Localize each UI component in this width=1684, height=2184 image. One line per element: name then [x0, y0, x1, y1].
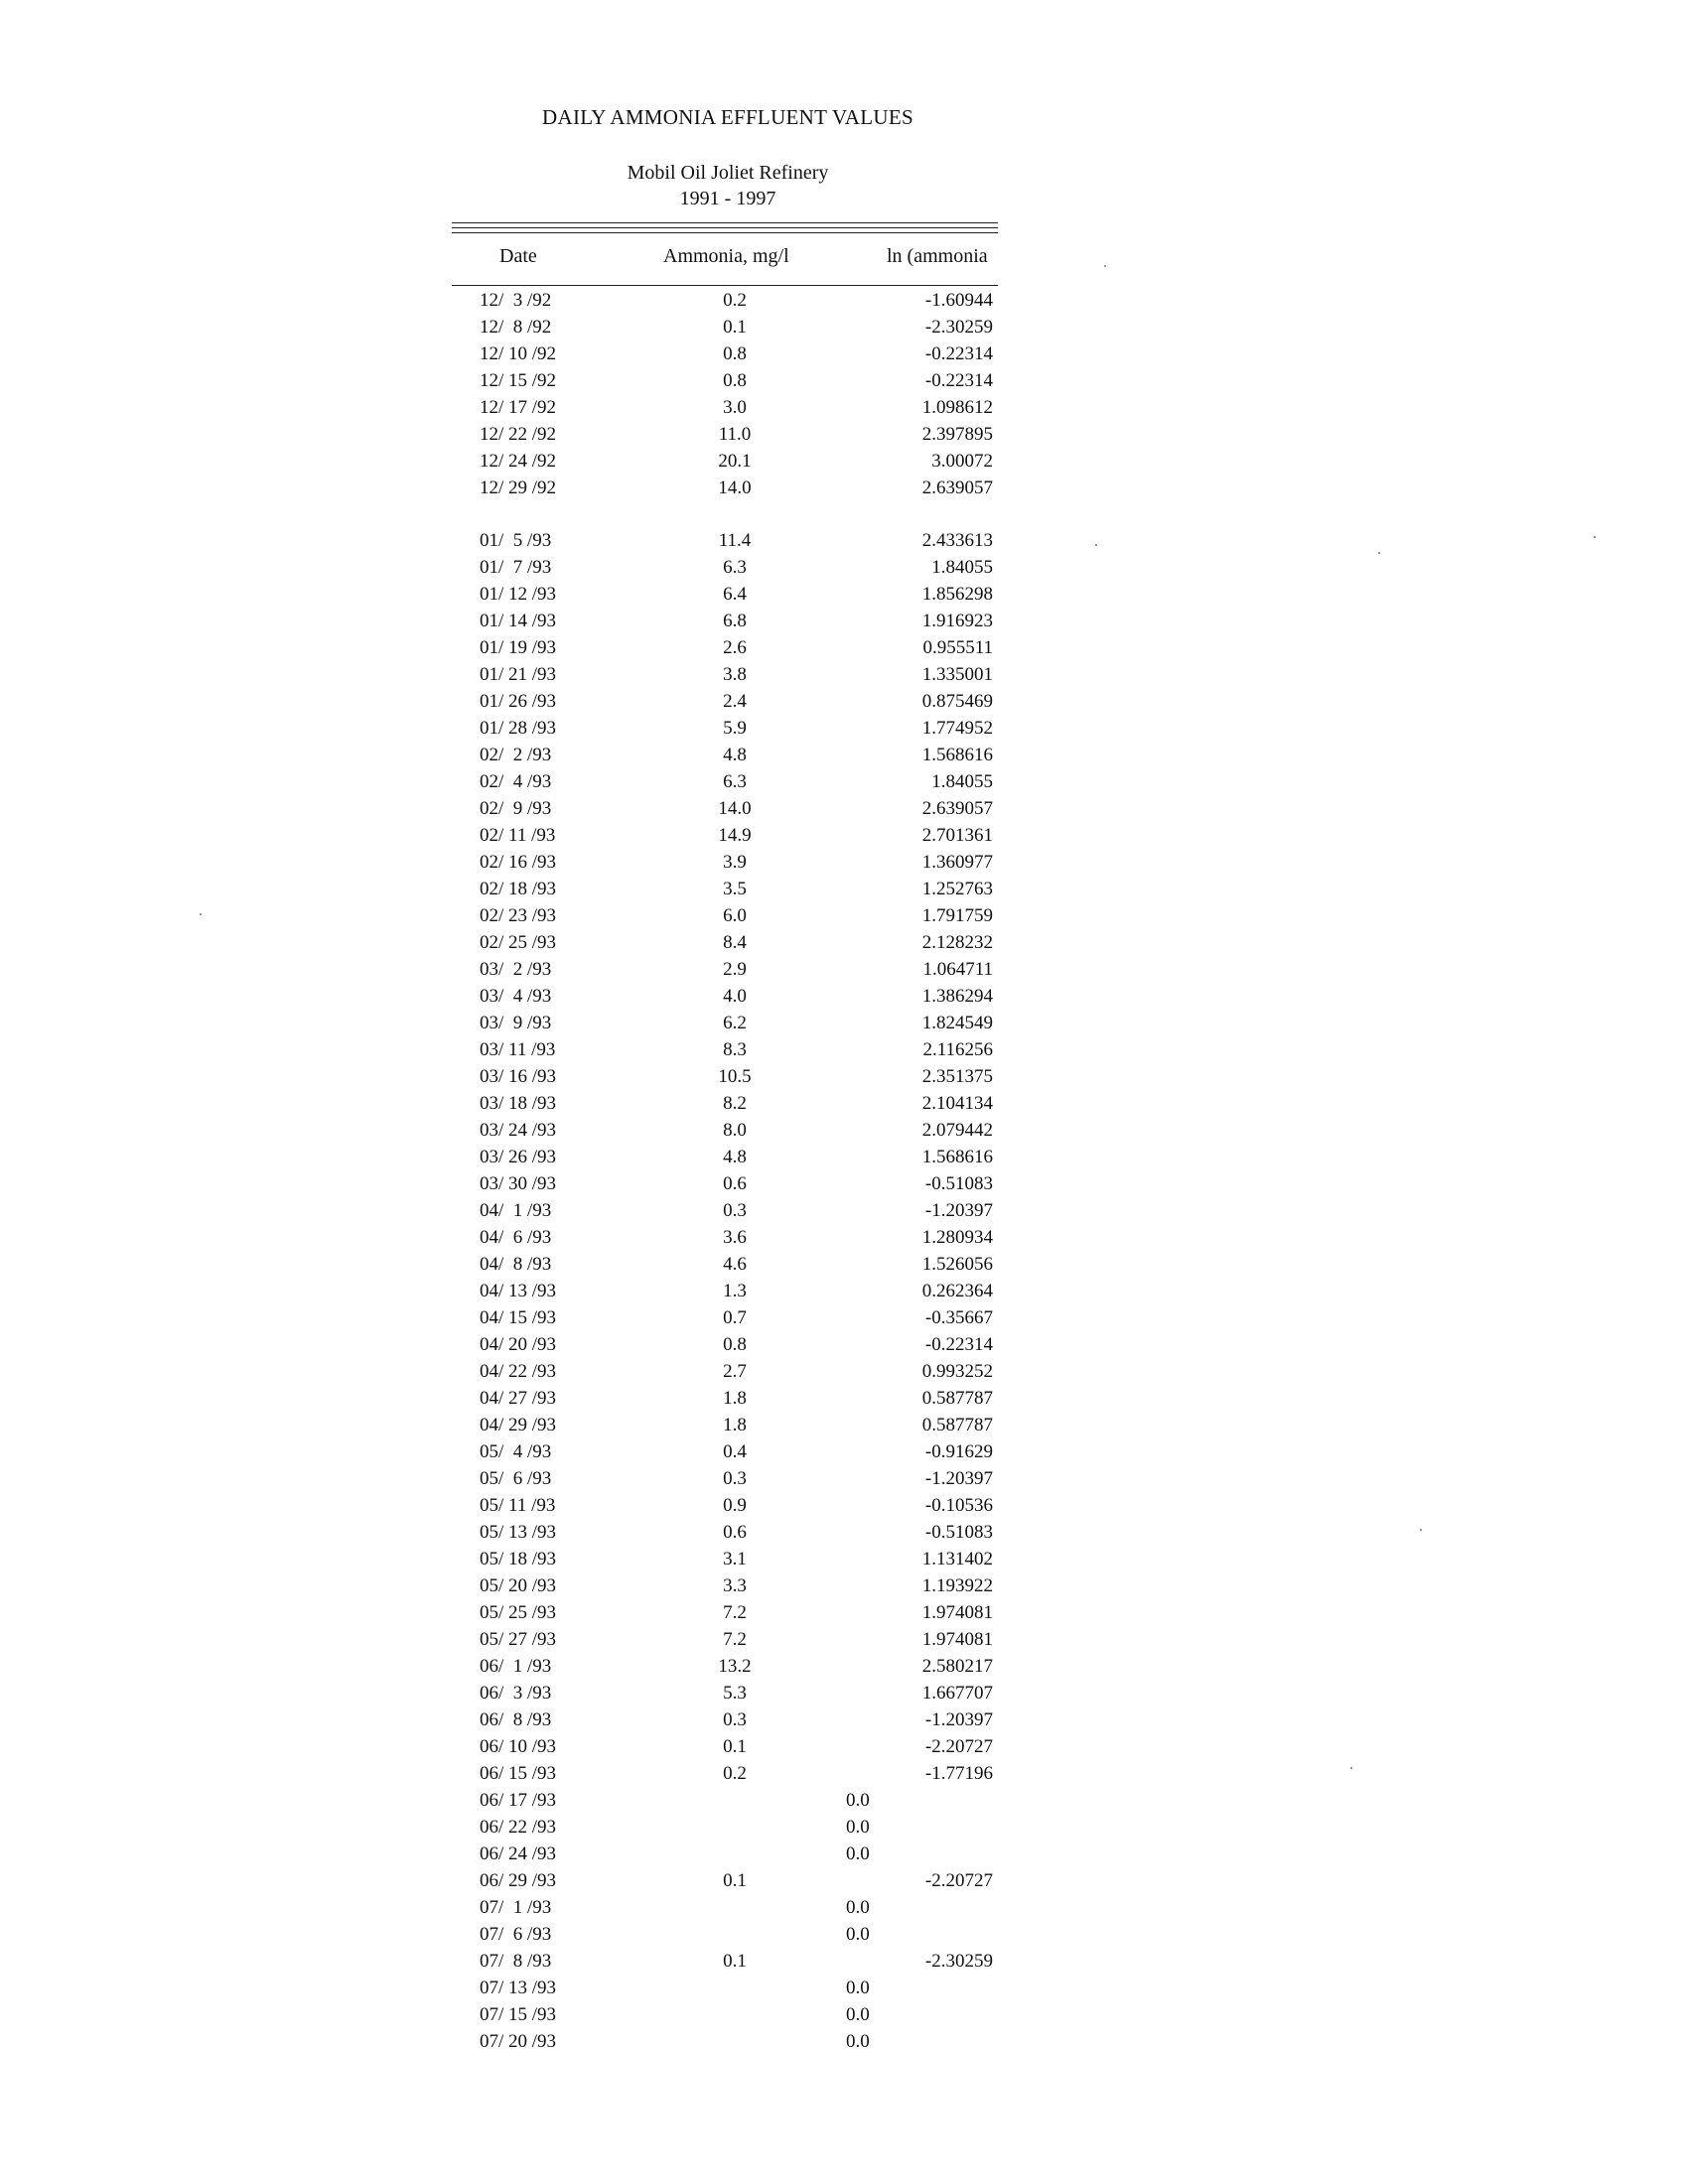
cell-ammonia: 6.0 [723, 905, 747, 926]
cell-ln-ammonia: -2.20727 [924, 1736, 993, 1757]
cell-ammonia: 0.6 [723, 1522, 747, 1543]
cell-ln-ammonia: 1.856298 [921, 584, 993, 605]
cell-ammonia: 4.0 [723, 986, 747, 1007]
cell-ln-ammonia: 1.335001 [921, 664, 993, 685]
cell-date: 05/ 6 /93 [480, 1468, 552, 1489]
cell-date: 06/ 17 /93 [480, 1790, 557, 1811]
cell-ln-ammonia: -1.77196 [924, 1763, 993, 1784]
cell-date: 01/ 26 /93 [480, 691, 557, 712]
cell-ammonia: 0.3 [723, 1468, 747, 1489]
cell-ammonia: 3.6 [723, 1227, 747, 1248]
table-row [0, 341, 1092, 367]
cell-date: 03/ 30 /93 [480, 1173, 557, 1194]
table-row [0, 1224, 1092, 1251]
cell-ammonia: 0.8 [723, 343, 747, 364]
cell-date: 12/ 17 /92 [480, 397, 557, 418]
cell-date: 05/ 18 /93 [480, 1549, 557, 1570]
table-row [0, 1036, 1092, 1063]
table-row [0, 1599, 1092, 1626]
cell-date: 02/ 25 /93 [480, 932, 557, 953]
cell-ammonia: 0.3 [723, 1200, 747, 1221]
cell-ammonia: 6.4 [723, 584, 747, 605]
cell-date: 05/ 11 /93 [480, 1495, 556, 1516]
cell-ln-ammonia: 1.568616 [921, 745, 993, 765]
table-row [0, 1975, 1092, 2001]
cell-ln-ammonia: 1.568616 [921, 1147, 993, 1167]
cell-date: 02/ 11 /93 [480, 825, 556, 846]
cell-ln-ammonia: 0.587787 [921, 1388, 993, 1409]
cell-ammonia: 11.0 [718, 424, 752, 445]
cell-ln-ammonia: 2.639057 [921, 478, 993, 498]
data-table-body [0, 287, 1092, 2055]
table-row [0, 1170, 1092, 1197]
cell-ammonia: 0.1 [723, 1736, 747, 1757]
cell-ln-ammonia: 2.639057 [921, 798, 993, 819]
cell-ln-ammonia: 0.587787 [921, 1415, 993, 1435]
cell-ammonia: 7.2 [723, 1602, 747, 1623]
cell-ammonia: 5.9 [723, 718, 747, 739]
cell-date: 05/ 20 /93 [480, 1575, 557, 1596]
table-row [0, 367, 1092, 394]
cell-ln-ammonia: -0.51083 [924, 1522, 993, 1543]
cell-ln-ammonia: 1.974081 [921, 1629, 993, 1650]
cell-date: 01/ 19 /93 [480, 637, 557, 658]
cell-ln-ammonia: 2.104134 [921, 1093, 993, 1114]
cell-ammonia: 3.0 [723, 397, 747, 418]
table-row [0, 394, 1092, 421]
cell-ammonia: 0.1 [723, 317, 747, 338]
table-row [0, 1438, 1092, 1465]
cell-ammonia: 14.9 [718, 825, 752, 846]
cell-ammonia: 1.8 [723, 1415, 747, 1435]
cell-ammonia: 0.8 [723, 370, 747, 391]
cell-ammonia: 0.1 [723, 1870, 747, 1891]
cell-ln-ammonia: -0.10536 [924, 1495, 993, 1516]
table-row [0, 1894, 1092, 1921]
table-row [0, 1867, 1092, 1894]
table-row [0, 715, 1092, 742]
table-row [0, 661, 1092, 688]
cell-date: 06/ 24 /93 [480, 1843, 557, 1864]
cell-date: 01/ 12 /93 [480, 584, 557, 605]
table-row [0, 1331, 1092, 1358]
cell-date: 06/ 1 /93 [480, 1656, 552, 1677]
cell-date: 06/ 3 /93 [480, 1683, 552, 1704]
table-row [0, 1412, 1092, 1438]
cell-date: 03/ 16 /93 [480, 1066, 557, 1087]
table-row [0, 314, 1092, 341]
cell-ammonia: 3.1 [723, 1549, 747, 1570]
cell-ammonia: 13.2 [718, 1656, 752, 1677]
cell-date: 01/ 28 /93 [480, 718, 557, 739]
cell-date: 04/ 27 /93 [480, 1388, 557, 1409]
cell-date: 01/ 14 /93 [480, 611, 557, 631]
scan-speck [1378, 552, 1380, 554]
cell-ammonia: 3.3 [723, 1575, 747, 1596]
cell-ammonia: 11.4 [718, 530, 752, 551]
scan-speck [1420, 1529, 1422, 1531]
cell-ln-ammonia: 1.84055 [931, 557, 993, 578]
cell-ln-ammonia: 1.131402 [921, 1549, 993, 1570]
table-row [0, 634, 1092, 661]
scan-speck [1104, 265, 1106, 267]
table-row [0, 742, 1092, 768]
cell-date: 02/ 18 /93 [480, 879, 557, 899]
table-row [0, 608, 1092, 634]
table-row [0, 1465, 1092, 1492]
table-row [0, 1519, 1092, 1546]
table-row [0, 554, 1092, 581]
cell-ln-ammonia: 1.386294 [921, 986, 993, 1007]
cell-ln-ammonia: 0.262364 [921, 1281, 993, 1301]
cell-ln-ammonia: 2.128232 [921, 932, 993, 953]
cell-ln-ammonia: 1.774952 [921, 718, 993, 739]
table-row [0, 902, 1092, 929]
cell-ln-ammonia: 0.875469 [921, 691, 993, 712]
cell-ammonia: 10.5 [718, 1066, 752, 1087]
cell-ln-ammonia: -1.20397 [924, 1709, 993, 1730]
cell-ammonia: 0.7 [723, 1307, 747, 1328]
table-row [0, 849, 1092, 876]
table-row [0, 1278, 1092, 1304]
column-header-ln: ln (ammonia [887, 245, 988, 267]
cell-zero-value: 0.0 [846, 2004, 870, 2025]
cell-ammonia: 1.8 [723, 1388, 747, 1409]
header-rule [452, 222, 998, 223]
table-row [0, 287, 1092, 314]
cell-ammonia: 2.6 [723, 637, 747, 658]
cell-ammonia: 14.0 [718, 478, 752, 498]
cell-date: 04/ 15 /93 [480, 1307, 557, 1328]
table-row [0, 1251, 1092, 1278]
cell-ln-ammonia: 1.667707 [921, 1683, 993, 1704]
table-row [0, 475, 1092, 501]
cell-date: 05/ 4 /93 [480, 1441, 552, 1462]
cell-ammonia: 0.1 [723, 1951, 747, 1972]
cell-ammonia: 0.2 [723, 290, 747, 311]
table-row [0, 581, 1092, 608]
cell-ln-ammonia: 1.064711 [922, 959, 993, 980]
table-row [0, 1358, 1092, 1385]
cell-ln-ammonia: 1.280934 [921, 1227, 993, 1248]
cell-date: 01/ 7 /93 [480, 557, 552, 578]
cell-ammonia: 8.3 [723, 1039, 747, 1060]
table-row [0, 876, 1092, 902]
cell-ln-ammonia: 2.079442 [921, 1120, 993, 1141]
cell-ammonia: 6.3 [723, 771, 747, 792]
cell-ammonia: 0.6 [723, 1173, 747, 1194]
cell-date: 12/ 10 /92 [480, 343, 557, 364]
cell-ammonia: 2.4 [723, 691, 747, 712]
cell-ln-ammonia: -2.30259 [924, 1951, 993, 1972]
cell-ln-ammonia: 2.433613 [921, 530, 993, 551]
cell-ammonia: 20.1 [718, 451, 752, 472]
column-header-ammonia: Ammonia, mg/l [663, 245, 789, 267]
cell-ln-ammonia: 1.526056 [921, 1254, 993, 1275]
cell-ammonia: 3.8 [723, 664, 747, 685]
table-row [0, 1787, 1092, 1814]
cell-ln-ammonia: 2.116256 [922, 1039, 993, 1060]
cell-date: 02/ 16 /93 [480, 852, 557, 873]
cell-date: 07/ 15 /93 [480, 2004, 557, 2025]
cell-date: 12/ 29 /92 [480, 478, 557, 498]
table-row [0, 1680, 1092, 1706]
cell-date: 05/ 27 /93 [480, 1629, 557, 1650]
cell-ammonia: 14.0 [718, 798, 752, 819]
header-rule [452, 227, 998, 228]
cell-date: 07/ 6 /93 [480, 1924, 552, 1945]
scan-speck [1594, 536, 1596, 538]
cell-ammonia: 5.3 [723, 1683, 747, 1704]
cell-date: 04/ 6 /93 [480, 1227, 552, 1248]
cell-date: 02/ 9 /93 [480, 798, 552, 819]
table-row [0, 1063, 1092, 1090]
scan-speck [200, 913, 202, 915]
cell-date: 04/ 22 /93 [480, 1361, 557, 1382]
table-row [0, 1010, 1092, 1036]
cell-ln-ammonia: 2.580217 [921, 1656, 993, 1677]
cell-ln-ammonia: 1.916923 [921, 611, 993, 631]
cell-date: 05/ 13 /93 [480, 1522, 557, 1543]
cell-date: 04/ 1 /93 [480, 1200, 552, 1221]
cell-date: 05/ 25 /93 [480, 1602, 557, 1623]
cell-ammonia: 4.8 [723, 745, 747, 765]
table-row [0, 795, 1092, 822]
cell-date: 04/ 29 /93 [480, 1415, 557, 1435]
cell-date: 04/ 13 /93 [480, 1281, 557, 1301]
table-row [0, 1706, 1092, 1733]
cell-date: 03/ 18 /93 [480, 1093, 557, 1114]
cell-ln-ammonia: -0.91629 [924, 1441, 993, 1462]
cell-date: 04/ 8 /93 [480, 1254, 552, 1275]
table-row [0, 956, 1092, 983]
table-row [0, 1733, 1092, 1760]
cell-ln-ammonia: 1.193922 [921, 1575, 993, 1596]
cell-date: 12/ 22 /92 [480, 424, 557, 445]
table-row [0, 1546, 1092, 1572]
cell-date: 07/ 8 /93 [480, 1951, 552, 1972]
table-row [0, 1117, 1092, 1144]
table-row [0, 768, 1092, 795]
cell-date: 03/ 9 /93 [480, 1013, 552, 1033]
table-row [0, 1385, 1092, 1412]
cell-ammonia: 6.3 [723, 557, 747, 578]
cell-ammonia: 0.8 [723, 1334, 747, 1355]
table-row [0, 2001, 1092, 2028]
cell-ammonia: 6.2 [723, 1013, 747, 1033]
cell-ammonia: 3.5 [723, 879, 747, 899]
table-row [0, 2028, 1092, 2055]
cell-ln-ammonia: -0.22314 [924, 343, 993, 364]
cell-ln-ammonia: 1.098612 [921, 397, 993, 418]
cell-ln-ammonia: -0.22314 [924, 1334, 993, 1355]
cell-ammonia: 4.8 [723, 1147, 747, 1167]
cell-ammonia: 3.9 [723, 852, 747, 873]
scan-speck [1350, 1767, 1352, 1769]
cell-ln-ammonia: 2.351375 [921, 1066, 993, 1087]
cell-date: 04/ 20 /93 [480, 1334, 557, 1355]
cell-date: 01/ 21 /93 [480, 664, 557, 685]
table-row [0, 1144, 1092, 1170]
subtitle-facility: Mobil Oil Joliet Refinery [627, 162, 829, 184]
cell-date: 12/ 3 /92 [480, 290, 552, 311]
cell-ln-ammonia: 1.791759 [921, 905, 993, 926]
page-title: DAILY AMMONIA EFFLUENT VALUES [542, 105, 913, 129]
table-row [0, 1921, 1092, 1948]
cell-ln-ammonia: 1.84055 [931, 771, 993, 792]
cell-zero-value: 0.0 [846, 1924, 870, 1945]
cell-ammonia: 6.8 [723, 611, 747, 631]
cell-ammonia: 0.3 [723, 1709, 747, 1730]
table-row [0, 688, 1092, 715]
cell-ln-ammonia: -0.22314 [924, 370, 993, 391]
table-row [0, 527, 1092, 554]
table-row [0, 1572, 1092, 1599]
cell-date: 02/ 23 /93 [480, 905, 557, 926]
cell-date: 06/ 15 /93 [480, 1763, 557, 1784]
cell-date: 06/ 22 /93 [480, 1817, 557, 1838]
cell-zero-value: 0.0 [846, 1817, 870, 1838]
cell-ammonia: 4.6 [723, 1254, 747, 1275]
cell-ln-ammonia: -1.20397 [924, 1200, 993, 1221]
cell-zero-value: 0.0 [846, 1843, 870, 1864]
cell-date: 12/ 15 /92 [480, 370, 557, 391]
cell-ln-ammonia: 0.993252 [921, 1361, 993, 1382]
cell-date: 03/ 2 /93 [480, 959, 552, 980]
cell-ln-ammonia: 2.397895 [921, 424, 993, 445]
column-header-date: Date [499, 245, 537, 267]
cell-ln-ammonia: 1.252763 [921, 879, 993, 899]
cell-date: 03/ 26 /93 [480, 1147, 557, 1167]
header-rule [452, 232, 998, 233]
table-row [0, 1814, 1092, 1841]
cell-ln-ammonia: -1.60944 [924, 290, 993, 311]
table-row [0, 1090, 1092, 1117]
table-row [0, 1653, 1092, 1680]
cell-ln-ammonia: -1.20397 [924, 1468, 993, 1489]
cell-date: 03/ 24 /93 [480, 1120, 557, 1141]
table-row [0, 929, 1092, 956]
cell-date: 12/ 24 /92 [480, 451, 557, 472]
cell-ammonia: 7.2 [723, 1629, 747, 1650]
cell-ln-ammonia: -0.35667 [924, 1307, 993, 1328]
cell-ammonia: 8.2 [723, 1093, 747, 1114]
cell-date: 07/ 1 /93 [480, 1897, 552, 1918]
table-row [0, 421, 1092, 448]
cell-date: 06/ 10 /93 [480, 1736, 557, 1757]
cell-ammonia: 2.9 [723, 959, 747, 980]
cell-date: 06/ 8 /93 [480, 1709, 552, 1730]
cell-date: 03/ 11 /93 [480, 1039, 556, 1060]
cell-ln-ammonia: 3.00072 [931, 451, 993, 472]
table-row [0, 1626, 1092, 1653]
cell-ammonia: 0.9 [723, 1495, 747, 1516]
table-row [0, 1760, 1092, 1787]
cell-ln-ammonia: -2.20727 [924, 1870, 993, 1891]
cell-date: 12/ 8 /92 [480, 317, 552, 338]
cell-date: 07/ 13 /93 [480, 1978, 557, 1998]
cell-ln-ammonia: 1.824549 [921, 1013, 993, 1033]
cell-ln-ammonia: 0.955511 [922, 637, 993, 658]
cell-ammonia: 8.4 [723, 932, 747, 953]
cell-ln-ammonia: 1.974081 [921, 1602, 993, 1623]
scan-speck [1095, 544, 1097, 546]
cell-date: 06/ 29 /93 [480, 1870, 557, 1891]
cell-date: 07/ 20 /93 [480, 2031, 557, 2052]
cell-zero-value: 0.0 [846, 1897, 870, 1918]
table-row [0, 1197, 1092, 1224]
cell-date: 02/ 2 /93 [480, 745, 552, 765]
cell-ammonia: 8.0 [723, 1120, 747, 1141]
cell-date: 01/ 5 /93 [480, 530, 552, 551]
cell-date: 03/ 4 /93 [480, 986, 552, 1007]
cell-zero-value: 0.0 [846, 2031, 870, 2052]
cell-ammonia: 0.4 [723, 1441, 747, 1462]
table-row [0, 1841, 1092, 1867]
header-bottom-rule [452, 285, 998, 286]
cell-ln-ammonia: -2.30259 [924, 317, 993, 338]
cell-date: 02/ 4 /93 [480, 771, 552, 792]
cell-zero-value: 0.0 [846, 1978, 870, 1998]
cell-ln-ammonia: 2.701361 [921, 825, 993, 846]
table-row [0, 822, 1092, 849]
table-row [0, 1492, 1092, 1519]
table-row [0, 983, 1092, 1010]
cell-ammonia: 1.3 [723, 1281, 747, 1301]
cell-ln-ammonia: -0.51083 [924, 1173, 993, 1194]
cell-zero-value: 0.0 [846, 1790, 870, 1811]
table-row [0, 1948, 1092, 1975]
cell-ln-ammonia: 1.360977 [921, 852, 993, 873]
table-row [0, 1304, 1092, 1331]
cell-ammonia: 2.7 [723, 1361, 747, 1382]
subtitle-years: 1991 - 1997 [679, 188, 776, 209]
table-row [0, 448, 1092, 475]
cell-ammonia: 0.2 [723, 1763, 747, 1784]
